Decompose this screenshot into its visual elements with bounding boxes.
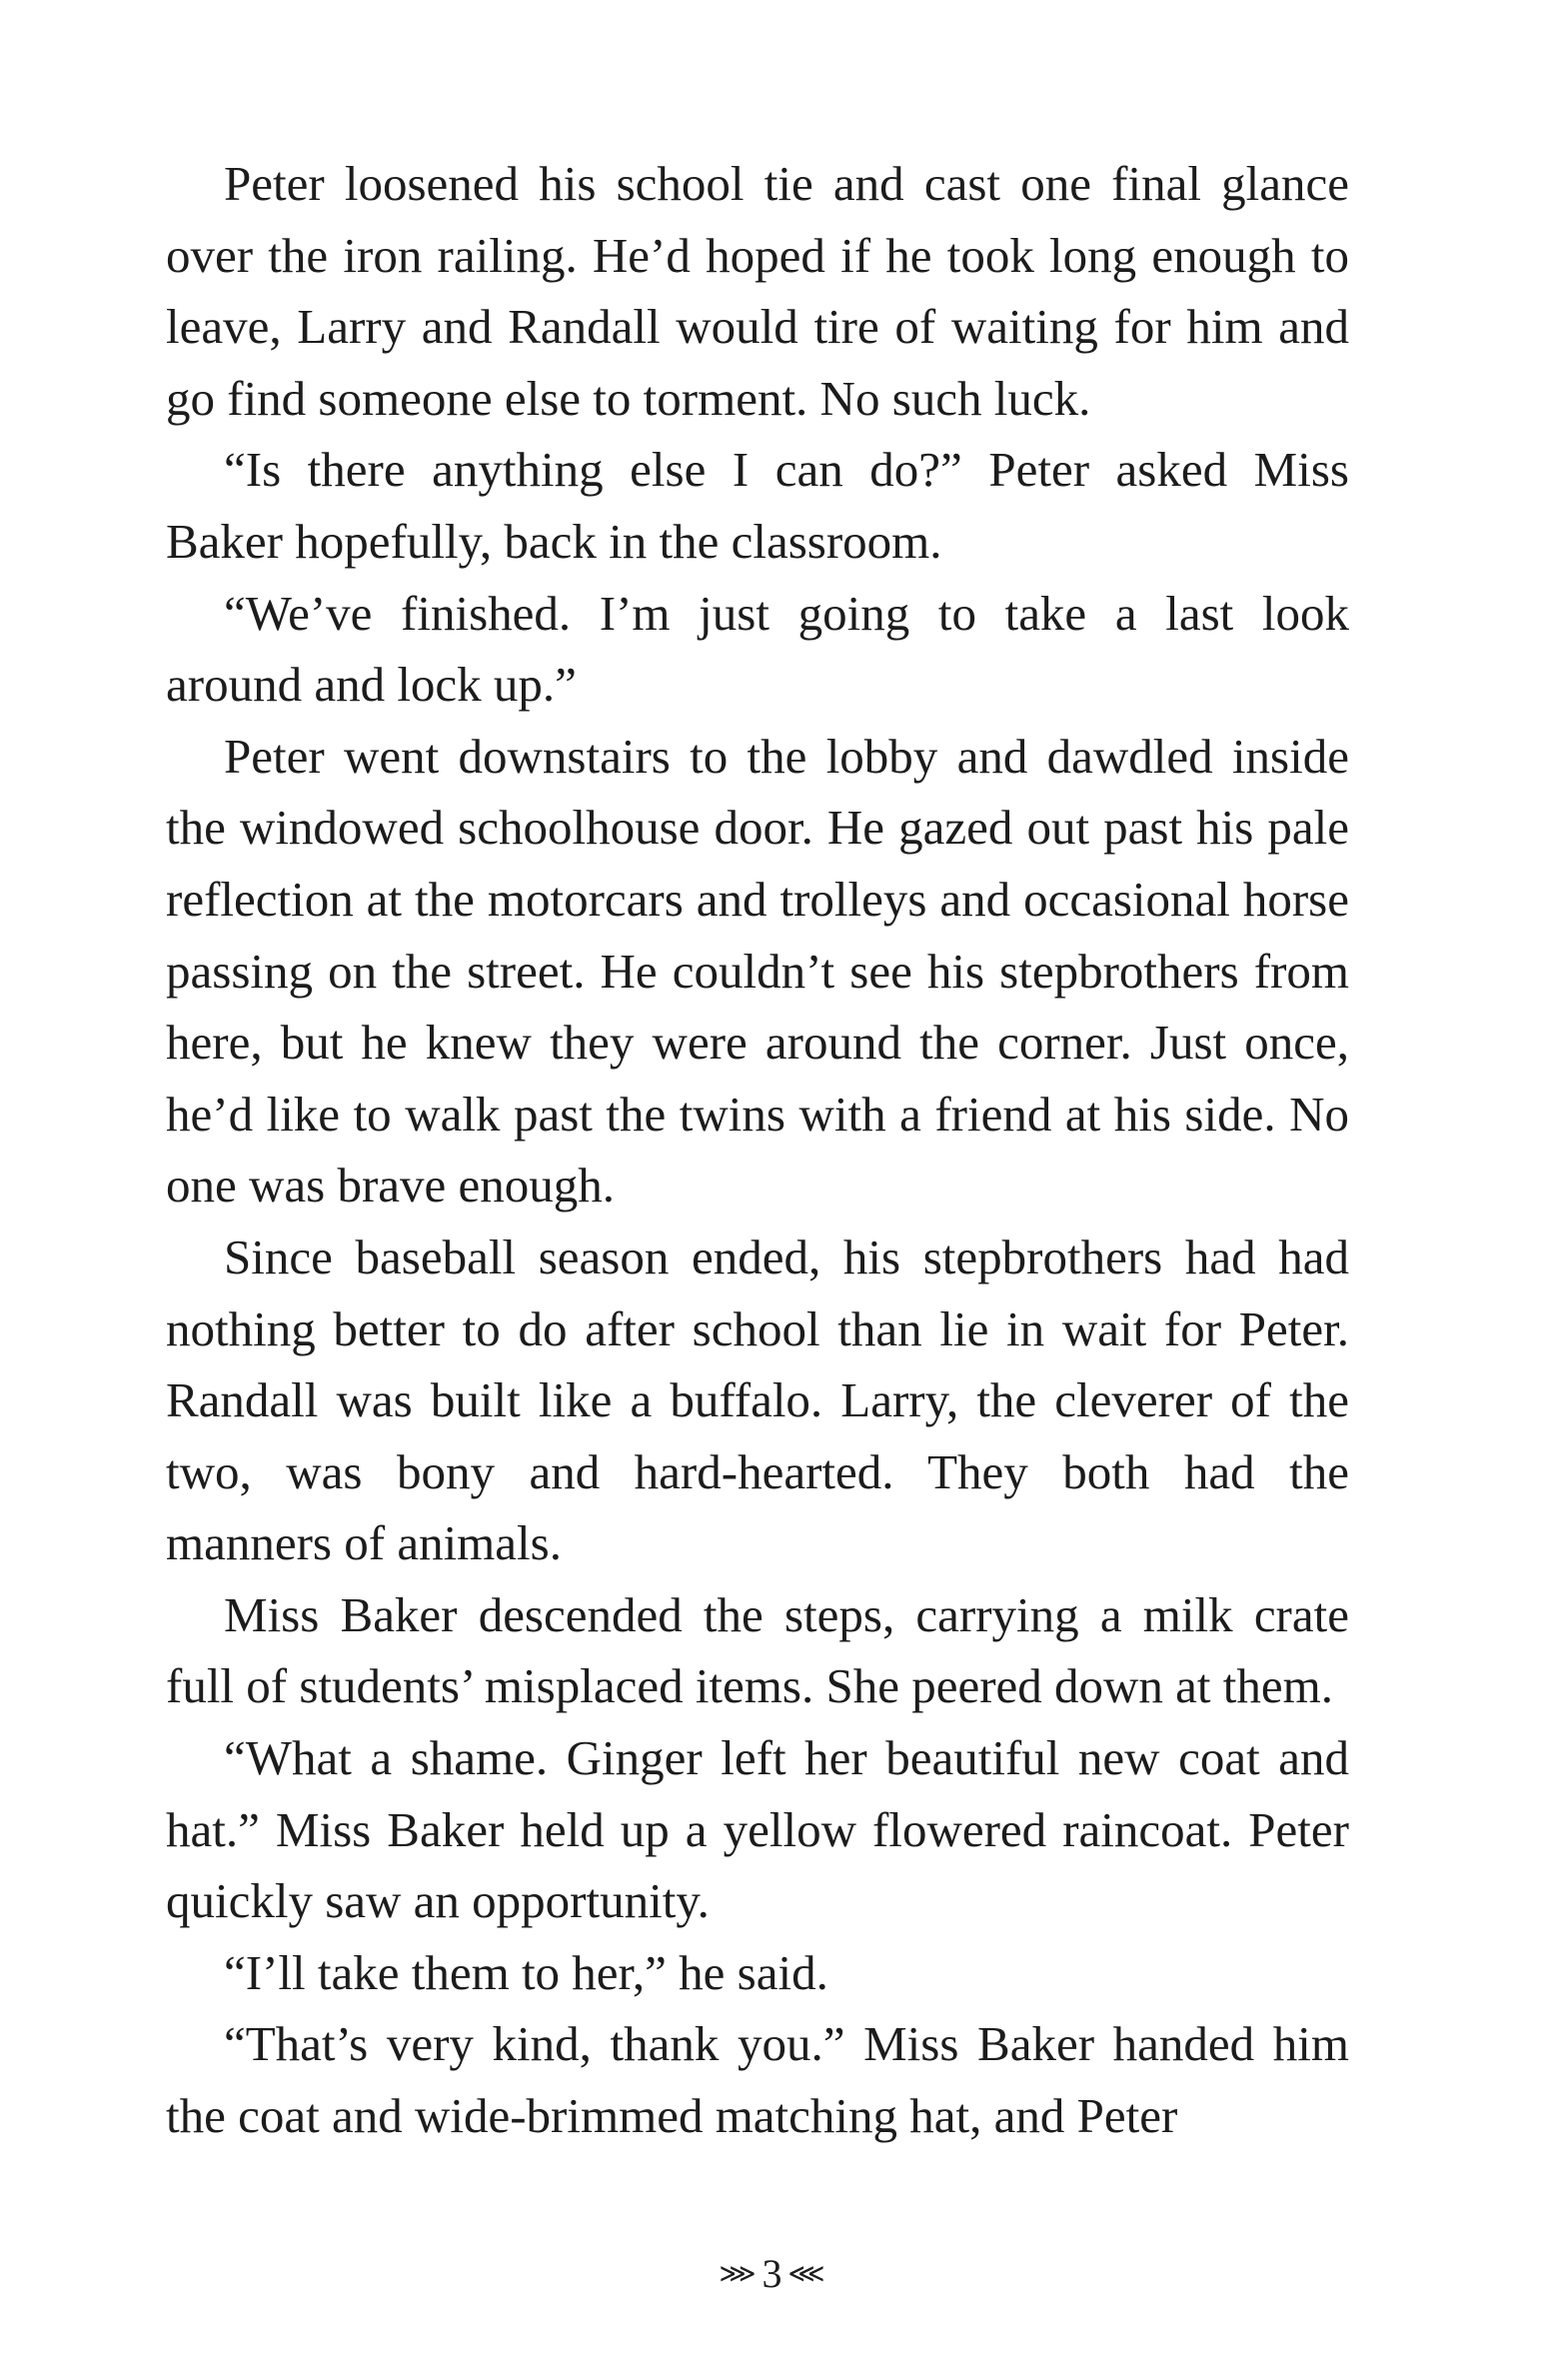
paragraph: Since baseball season ended, his stepbrothers had had nothing better to do after school than lie in wait for Peter. Randall was built like a buffalo. Larry, the cleverer of the two, was bony and hard-hearted. They both had the manners of animals. [166, 1228, 1349, 1571]
folio-right-ornament-icon: ⋘ [787, 2259, 825, 2289]
page-number-folio [0, 2249, 1544, 2299]
paragraph: “We’ve finished. I’m just going to take a last look around and lock up.” [166, 585, 1349, 713]
paragraph: “That’s very kind, thank you.” Miss Baker handed him the coat and wide-brimmed matching hat, and Peter [166, 2016, 1349, 2144]
paragraph: Miss Baker descended the steps, carrying a milk crate full of students’ misplaced items. She peered down at them. [166, 1586, 1349, 1714]
paragraph: “Is there anything else I can do?” Peter asked Miss Baker hopefully, back in the classroom. [166, 442, 1349, 569]
folio-left-ornament-icon: ⋙ [719, 2259, 757, 2289]
paragraph: “What a shame. Ginger left her beautiful new coat and hat.” Miss Baker held up a yellow flowered raincoat. Peter quickly saw an opportunity. [166, 1730, 1349, 1929]
paragraph: Peter went downstairs to the lobby and dawdled inside the windowed schoolhouse door. He gazed out past his pale reflection at the motorcars and trolleys and occasional horse passing on the street. He couldn’t see his stepbrothers from here, but he knew they were around the corner. Just once, he’d like to walk past the twins with a friend at his side. No one was brave enough. [166, 728, 1349, 1213]
paragraph: Peter loosened his school tie and cast one final glance over the iron railing. He’d hoped if he took long enough to leave, Larry and Randall would tire of waiting for him and go find someone else to torment. No such luck. [166, 156, 1349, 426]
page-number: 3 [762, 2251, 782, 2296]
body-text [166, 148, 1349, 2152]
paragraph: “I’ll take them to her,” he said. [224, 1944, 828, 2000]
